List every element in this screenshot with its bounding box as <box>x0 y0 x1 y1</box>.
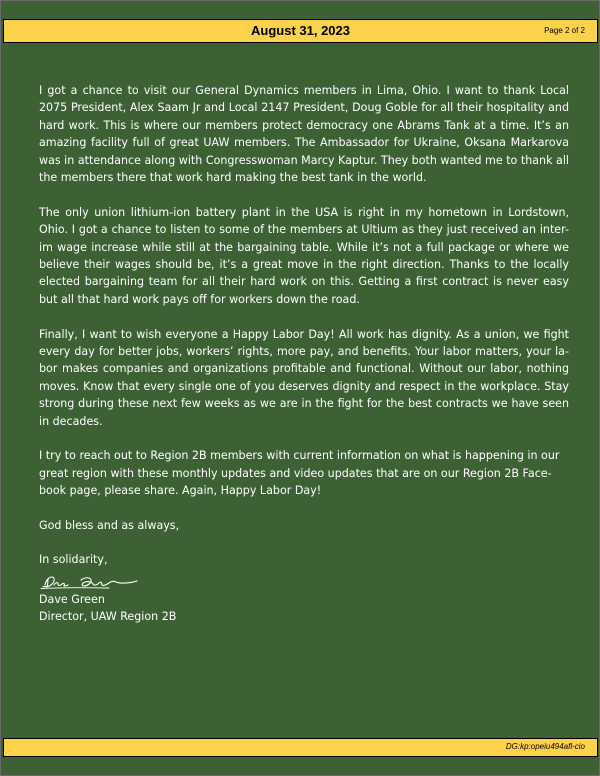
letter-body <box>39 82 569 626</box>
closing-solidarity: In solidarity, <box>39 553 108 567</box>
paragraph-general-dynamics: I got a chance to visit our General Dynamics members in Lima, Ohio. I want to thank Local 2075 President, Alex Saam Jr and Local 2147 President, Doug Goble for all their hospitality and hard work. This is where our members protect democracy one Abrams Tank at a time. It’s an amazing facility full of great UAW members. The Ambassador for Ukraine, Oksana Markarova was in attendance along with Congresswoman Marcy Kaptur. They both wanted me to thank all the members there that work hard making the best tank in the world. <box>39 84 569 185</box>
page-number: Page 2 of 2 <box>544 26 585 35</box>
paragraph-labor-day: Finally, I want to wish everyone a Happy Labor Day! All work has dignity. As a union, we fight every day for better jobs, workers’ rights, more pay, and benefits. Your labor matters, your la-bor makes companies and organizations profitable and functional. Without our labor, nothing moves. Know that every single one of you deserves dignity and respect in the workplace. Stay strong during these next few weeks as we are in the fight for the best contracts we have seen in decades. <box>39 327 569 428</box>
header-date: August 31, 2023 <box>251 23 350 38</box>
footer-reference: DG:kp:opeiu494afl-cio <box>505 742 585 751</box>
closing-blessing: God bless and as always, <box>39 519 180 533</box>
signer-name: Dave Green <box>39 592 105 606</box>
signer-title: Director, UAW Region 2B <box>39 610 177 624</box>
paragraph-region-updates: I try to reach out to Region 2B members with current information on what is happening in our great region with these monthly updates and video updates that are on our Region 2B Face-book page, please share. Again, Happy Labor Day! <box>39 449 560 498</box>
signature-image <box>39 574 139 590</box>
footer-bar <box>3 738 598 757</box>
paragraph-ultium: The only union lithium-ion battery plant in the USA is right in my hometown in Lordstown, Ohio. I got a chance to listen to some of the members at Ultium as they just received an inter-im wage increase while still at the bargaining table. While it’s not a full package or where we believe their wages should be, it’s a great move in the right direction. Thanks to the locally elected bargaining team for all their hard work on this. Getting a first contract is never easy but all that hard work pays off for workers down the road. <box>39 205 569 306</box>
header-bar <box>3 19 598 43</box>
